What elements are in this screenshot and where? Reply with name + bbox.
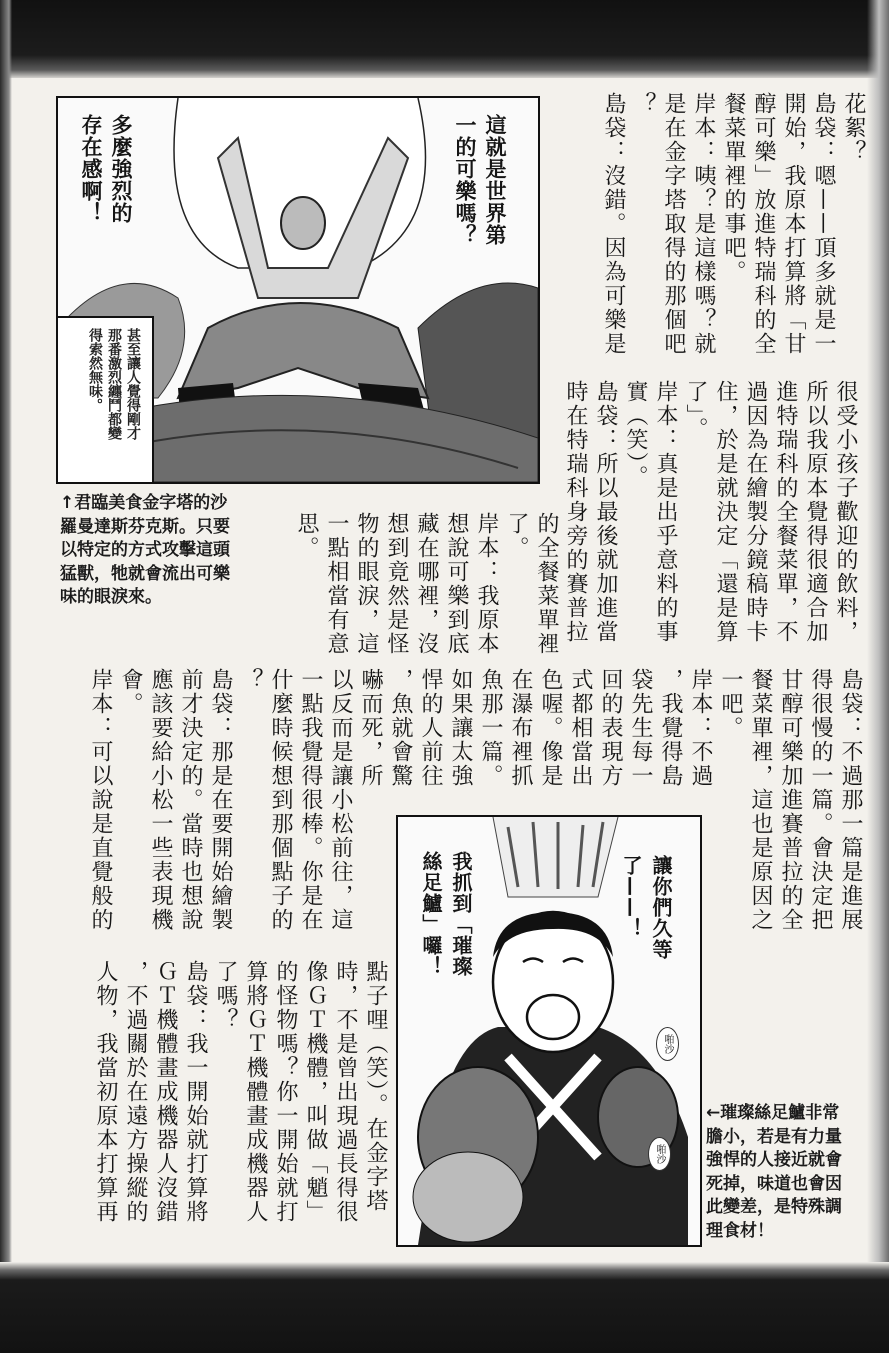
text-column: 袋先生每一 [628, 668, 653, 788]
manga-panel-komatsu [396, 815, 702, 1247]
text-column: ？ [631, 92, 656, 116]
text-column: 島袋：不過那一篇是進展 [838, 668, 863, 932]
speech-bubble-sorry-to-wait: 讓你們久等 了——！ [619, 855, 673, 960]
text-column: 人物，我當初原本打算再 [93, 960, 118, 1224]
text-column: 藏在哪裡，沒 [414, 512, 439, 656]
text-column: 甘醇可樂加進賽普拉的全 [778, 668, 803, 932]
text-column: 一點我覺得很棒。你是在 [298, 668, 323, 932]
text-column: 餐菜單裡，這也是原因之 [748, 668, 773, 932]
text-column: 物的眼淚，這 [354, 512, 379, 656]
text-column: 了」。 [683, 380, 708, 441]
caption-sphinx: ↑君臨美食金字塔的沙 羅曼達斯芬克斯。只要 以特定的方式攻擊這頭 猛獸，牠就會流出可樂 味的眼淚來。 [60, 493, 230, 607]
text-column: 嚇而死，所 [358, 668, 383, 788]
text-column: 得很慢的一篇。會決定把 [808, 668, 833, 932]
text-column: 島袋：嗯——頂多就是一 [811, 92, 836, 356]
text-column: 色喔。像是 [538, 668, 563, 788]
text-column: 岸本：不過 [688, 668, 713, 788]
sound-effect-splash: 啪沙 [656, 1027, 679, 1061]
text-column: 島袋：沒錯。因為可樂是 [601, 92, 626, 356]
text-column: 了。 [504, 512, 529, 560]
text-column: 以反而是讓小松前往，這 [328, 668, 353, 932]
text-column: 如果讓太強 [448, 668, 473, 788]
text-column: ？ [238, 668, 263, 692]
text-column: 算將ＧＴ機體畫成機器人 [243, 960, 268, 1224]
text-column: 在瀑布裡抓 [508, 668, 533, 788]
text-column: 的怪物嗎？你一開始就打 [273, 960, 298, 1224]
speech-bubble-caught-fish: 我抓到「璀璨 絲足鱸」囉！ [419, 851, 473, 977]
text-column: 岸本：我原本 [474, 512, 499, 656]
caption-fish: ←璀璨絲足鱸非常 膽小，若是有力量 強悍的人接近就會 死掉，味道也會因 此變差，是特殊調 理食材！ [706, 1103, 842, 1241]
text-column: 了嗎？ [213, 960, 238, 1032]
text-column: ，不過關於在遠方操縱的 [123, 960, 148, 1224]
text-column: 是在金字塔取得的那個吧 [661, 92, 686, 356]
text-column: 花絮？ [841, 92, 866, 164]
text-column: 醇可樂」放進特瑞科的全 [751, 92, 776, 356]
text-column: 的全餐菜單裡 [534, 512, 559, 656]
text-column: 什麼時候想到那個點子的 [268, 668, 293, 932]
speech-bubble-strong-presence: 多麼強烈的 存在感啊！ [79, 114, 133, 224]
text-column: ＧＴ機體畫成機器人沒錯 [153, 960, 178, 1224]
text-column: 住，於是就決定「還是算 [713, 380, 738, 644]
text-column: 式都相當出 [568, 668, 593, 788]
interview-block-mid-right [560, 380, 860, 660]
text-column: 一點相當有意 [324, 512, 349, 656]
narration-box: 甚至讓人覺得剛才 那番激烈纏鬥都變 得索然無味。 [58, 316, 154, 482]
text-column: 像ＧＴ機體，叫做「魈」 [303, 960, 328, 1224]
text-column: 時在特瑞科身旁的賽普拉 [563, 380, 588, 644]
sound-effect-splash: 啪沙 [648, 1137, 671, 1171]
text-column: 岸本：真是出乎意料的事 [653, 380, 678, 644]
text-column: 會。 [118, 668, 143, 716]
interview-block-top [598, 92, 868, 372]
scan-gutter-shadow [867, 0, 889, 1353]
text-column: ，魚就會驚 [388, 668, 413, 788]
text-column: 所以我原本覺得很適合加 [803, 380, 828, 644]
text-column: 過因為在繪製分鏡稿時卡 [743, 380, 768, 644]
text-column: 悍的人前往 [418, 668, 443, 788]
text-column: 應該要給小松一些表現機 [148, 668, 173, 932]
text-column: 岸本：可以說是直覺般的 [88, 668, 113, 932]
text-column: 餐菜單裡的事吧。 [721, 92, 746, 284]
text-column: 思。 [294, 512, 319, 560]
text-column: 想說可樂到底 [444, 512, 469, 656]
text-column: 點子哩（笑）。在金字塔 [363, 960, 388, 1213]
text-column: 前才決定的。當時也想說 [178, 668, 203, 932]
text-column: 島袋：所以最後就加進當 [593, 380, 618, 644]
text-column: 時，不是曾出現過長得很 [333, 960, 358, 1224]
text-column: 島袋：我一開始就打算將 [183, 960, 208, 1224]
scan-bottom-border [0, 1262, 889, 1353]
text-column: 實（笑）。 [623, 380, 648, 489]
scan-top-border [0, 0, 889, 78]
text-column: 開始，我原本打算將「甘 [781, 92, 806, 356]
text-column: 島袋：那是在要開始繪製 [208, 668, 233, 932]
manga-panel-sphinx [56, 96, 540, 484]
text-column: 進特瑞科的全餐菜單，不 [773, 380, 798, 644]
text-column: ，我覺得島 [658, 668, 683, 788]
speech-bubble-world-best-cola: 這就是世界第 一的可樂嗎？ [453, 114, 507, 246]
text-column: 一吧。 [718, 668, 743, 740]
scan-left-edge [0, 0, 12, 1353]
text-column: 很受小孩子歡迎的飲料， [833, 380, 858, 644]
text-column: 回的表現方 [598, 668, 623, 788]
interview-block-bottom [90, 960, 390, 1240]
text-column: 岸本：咦？是這樣嗎？就 [691, 92, 716, 356]
text-column: 想到竟然是怪 [384, 512, 409, 656]
text-column: 魚那一篇。 [478, 668, 503, 788]
